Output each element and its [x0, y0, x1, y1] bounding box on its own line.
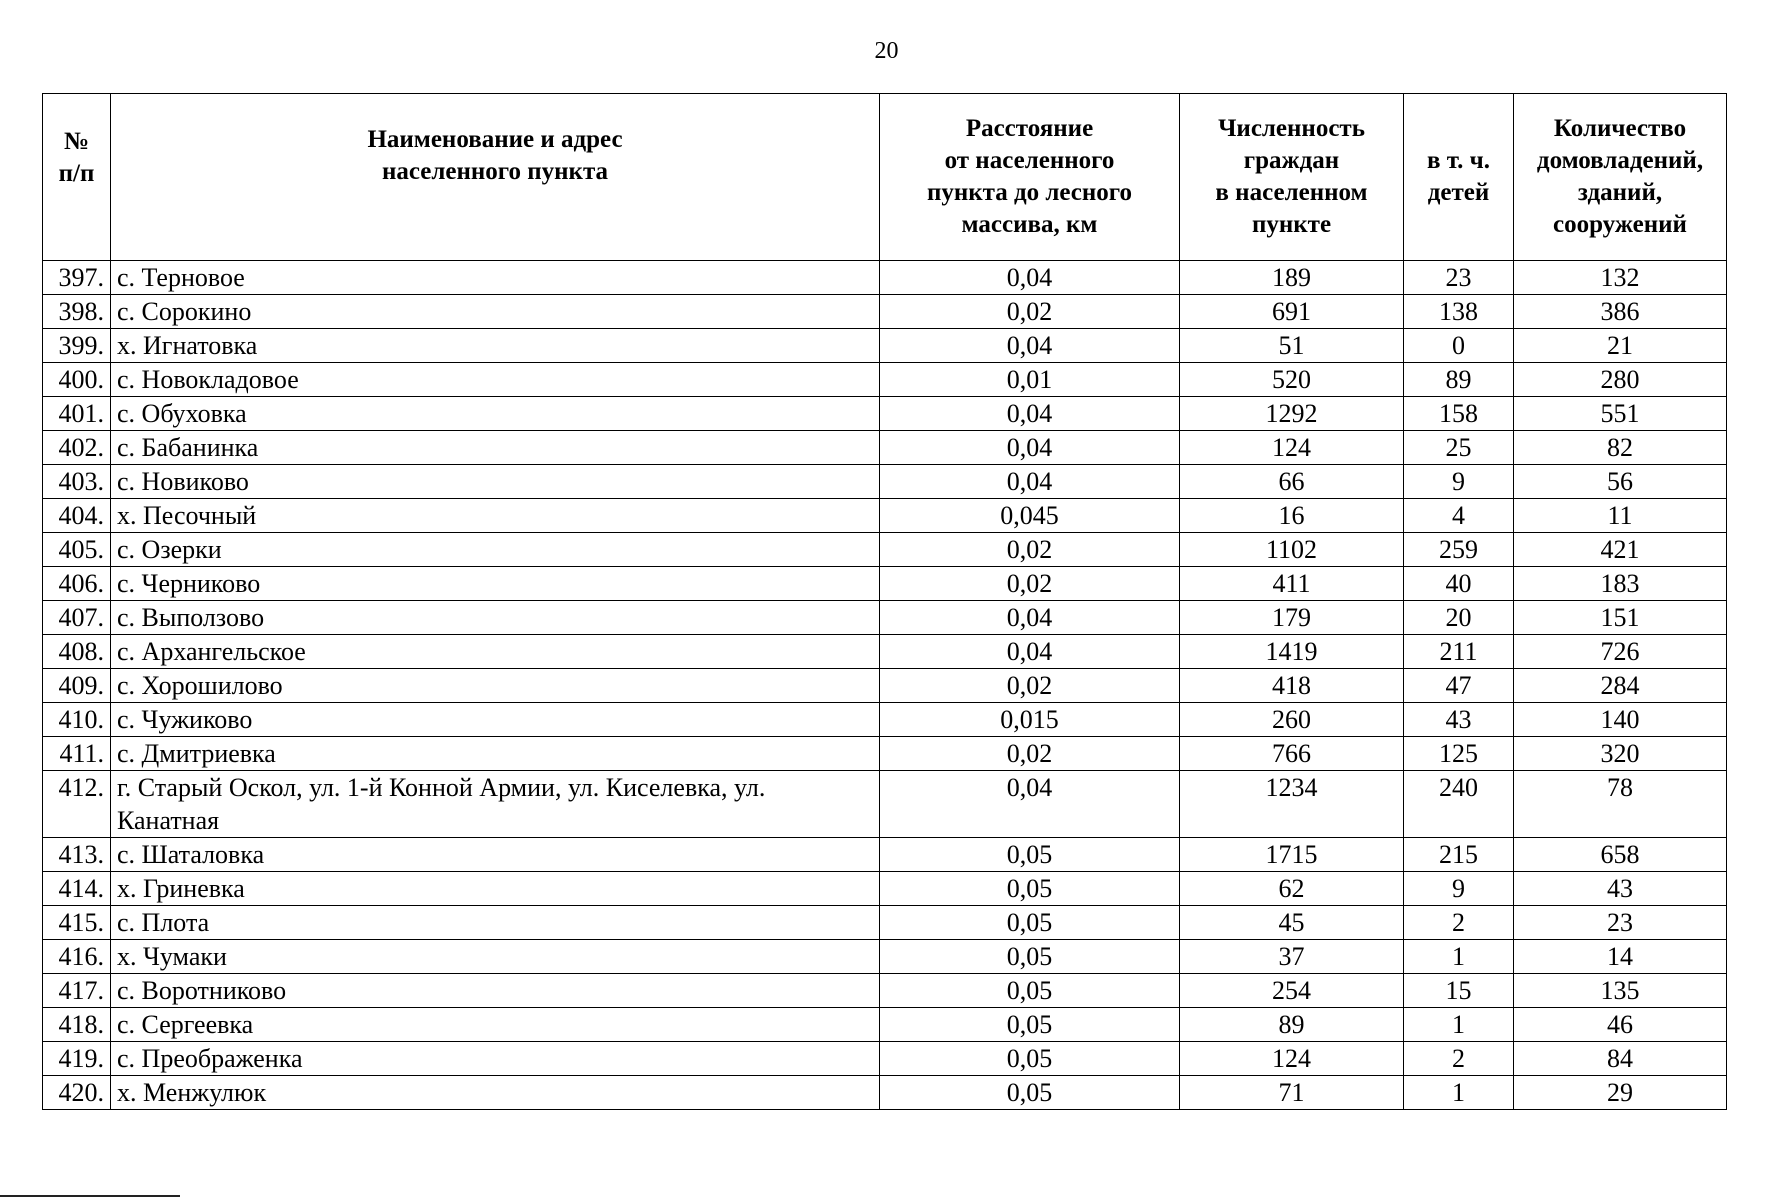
cell-number: 408. — [43, 635, 111, 669]
cell-name: с. Озерки — [111, 533, 880, 567]
cell-name: с. Чужиково — [111, 703, 880, 737]
cell-name: с. Обуховка — [111, 397, 880, 431]
cell-number: 419. — [43, 1042, 111, 1076]
cell-children: 240 — [1404, 771, 1514, 838]
cell-children: 1 — [1404, 1076, 1514, 1110]
cell-distance: 0,02 — [880, 669, 1180, 703]
cell-population: 51 — [1180, 329, 1404, 363]
cell-number: 417. — [43, 974, 111, 1008]
cell-buildings: 726 — [1514, 635, 1727, 669]
cell-number: 401. — [43, 397, 111, 431]
table-row — [43, 838, 1727, 872]
cell-buildings: 551 — [1514, 397, 1727, 431]
cell-name: с. Выползово — [111, 601, 880, 635]
cell-name: с. Сорокино — [111, 295, 880, 329]
cell-name: с. Черниково — [111, 567, 880, 601]
cell-children: 259 — [1404, 533, 1514, 567]
cell-name: с. Дмитриевка — [111, 737, 880, 771]
cell-distance: 0,04 — [880, 431, 1180, 465]
cell-buildings: 386 — [1514, 295, 1727, 329]
cell-population: 1292 — [1180, 397, 1404, 431]
table-row — [43, 771, 1727, 838]
cell-buildings: 23 — [1514, 906, 1727, 940]
cell-name: х. Гриневка — [111, 872, 880, 906]
table-row — [43, 669, 1727, 703]
cell-children: 25 — [1404, 431, 1514, 465]
table-row — [43, 397, 1727, 431]
cell-children: 2 — [1404, 906, 1514, 940]
cell-name: с. Воротниково — [111, 974, 880, 1008]
table-row — [43, 261, 1727, 295]
cell-buildings: 46 — [1514, 1008, 1727, 1042]
table-row — [43, 1008, 1727, 1042]
cell-distance: 0,02 — [880, 737, 1180, 771]
cell-children: 158 — [1404, 397, 1514, 431]
cell-number: 418. — [43, 1008, 111, 1042]
cell-number: 403. — [43, 465, 111, 499]
cell-distance: 0,04 — [880, 261, 1180, 295]
cell-children: 1 — [1404, 1008, 1514, 1042]
page-number: 20 — [874, 38, 899, 64]
cell-children: 1 — [1404, 940, 1514, 974]
cell-children: 125 — [1404, 737, 1514, 771]
cell-distance: 0,04 — [880, 397, 1180, 431]
cell-distance: 0,02 — [880, 533, 1180, 567]
cell-population: 766 — [1180, 737, 1404, 771]
cell-buildings: 151 — [1514, 601, 1727, 635]
cell-population: 124 — [1180, 1042, 1404, 1076]
cell-name: х. Чумаки — [111, 940, 880, 974]
cell-distance: 0,045 — [880, 499, 1180, 533]
cell-name: с. Шаталовка — [111, 838, 880, 872]
cell-buildings: 135 — [1514, 974, 1727, 1008]
cell-number: 397. — [43, 261, 111, 295]
header-distance: Расстояние от населенного пункта до лесного массива, км — [880, 94, 1180, 261]
cell-name: с. Плота — [111, 906, 880, 940]
cell-buildings: 132 — [1514, 261, 1727, 295]
cell-buildings: 56 — [1514, 465, 1727, 499]
cell-number: 411. — [43, 737, 111, 771]
cell-children: 23 — [1404, 261, 1514, 295]
cell-buildings: 320 — [1514, 737, 1727, 771]
table-row — [43, 499, 1727, 533]
cell-number: 404. — [43, 499, 111, 533]
cell-number: 400. — [43, 363, 111, 397]
cell-number: 405. — [43, 533, 111, 567]
cell-distance: 0,04 — [880, 465, 1180, 499]
cell-name: с. Новокладовое — [111, 363, 880, 397]
cell-number: 414. — [43, 872, 111, 906]
cell-distance: 0,04 — [880, 601, 1180, 635]
cell-population: 16 — [1180, 499, 1404, 533]
cell-population: 179 — [1180, 601, 1404, 635]
cell-children: 47 — [1404, 669, 1514, 703]
cell-number: 407. — [43, 601, 111, 635]
table-row — [43, 872, 1727, 906]
cell-distance: 0,05 — [880, 906, 1180, 940]
cell-distance: 0,05 — [880, 974, 1180, 1008]
cell-buildings: 21 — [1514, 329, 1727, 363]
cell-buildings: 280 — [1514, 363, 1727, 397]
cell-population: 45 — [1180, 906, 1404, 940]
cell-name: с. Сергеевка — [111, 1008, 880, 1042]
cell-distance: 0,02 — [880, 567, 1180, 601]
cell-name: с. Бабанинка — [111, 431, 880, 465]
cell-number: 406. — [43, 567, 111, 601]
cell-children: 43 — [1404, 703, 1514, 737]
cell-children: 9 — [1404, 872, 1514, 906]
table-row — [43, 703, 1727, 737]
cell-distance: 0,05 — [880, 1076, 1180, 1110]
cell-distance: 0,015 — [880, 703, 1180, 737]
cell-buildings: 78 — [1514, 771, 1727, 838]
cell-buildings: 29 — [1514, 1076, 1727, 1110]
header-population: Численность граждан в населенном пункте — [1180, 94, 1404, 261]
cell-number: 420. — [43, 1076, 111, 1110]
cell-population: 1102 — [1180, 533, 1404, 567]
cell-population: 520 — [1180, 363, 1404, 397]
cell-name: с. Преображенка — [111, 1042, 880, 1076]
cell-population: 260 — [1180, 703, 1404, 737]
cell-distance: 0,05 — [880, 1042, 1180, 1076]
settlements-table — [42, 93, 1727, 1110]
cell-name: х. Игнатовка — [111, 329, 880, 363]
table-row — [43, 533, 1727, 567]
cell-name: с. Новиково — [111, 465, 880, 499]
cell-population: 89 — [1180, 1008, 1404, 1042]
cell-distance: 0,04 — [880, 329, 1180, 363]
cell-buildings: 284 — [1514, 669, 1727, 703]
cell-buildings: 140 — [1514, 703, 1727, 737]
header-children: в т. ч. детей — [1404, 94, 1514, 261]
cell-population: 411 — [1180, 567, 1404, 601]
cell-buildings: 43 — [1514, 872, 1727, 906]
cell-name: с. Архангельское — [111, 635, 880, 669]
cell-name: с. Хорошилово — [111, 669, 880, 703]
cell-buildings: 14 — [1514, 940, 1727, 974]
cell-population: 1715 — [1180, 838, 1404, 872]
table-row — [43, 601, 1727, 635]
cell-population: 691 — [1180, 295, 1404, 329]
cell-children: 20 — [1404, 601, 1514, 635]
header-buildings: Количество домовладений, зданий, сооружений — [1514, 94, 1727, 261]
table-row — [43, 906, 1727, 940]
header-name: Наименование и адрес населенного пункта — [111, 94, 880, 261]
cell-children: 4 — [1404, 499, 1514, 533]
table-row — [43, 737, 1727, 771]
cell-population: 254 — [1180, 974, 1404, 1008]
table-row — [43, 1042, 1727, 1076]
cell-number: 415. — [43, 906, 111, 940]
table-row — [43, 329, 1727, 363]
cell-buildings: 84 — [1514, 1042, 1727, 1076]
cell-number: 398. — [43, 295, 111, 329]
cell-name: х. Песочный — [111, 499, 880, 533]
cell-buildings: 658 — [1514, 838, 1727, 872]
cell-name: х. Менжулюк — [111, 1076, 880, 1110]
cell-population: 418 — [1180, 669, 1404, 703]
cell-number: 416. — [43, 940, 111, 974]
cell-name: г. Старый Оскол, ул. 1-й Конной Армии, ул. Киселевка, ул. Канатная — [111, 771, 880, 838]
cell-number: 410. — [43, 703, 111, 737]
table-row — [43, 465, 1727, 499]
cell-buildings: 421 — [1514, 533, 1727, 567]
cell-number: 402. — [43, 431, 111, 465]
table-row — [43, 431, 1727, 465]
cell-population: 71 — [1180, 1076, 1404, 1110]
cell-distance: 0,04 — [880, 771, 1180, 838]
cell-buildings: 183 — [1514, 567, 1727, 601]
table-body — [43, 261, 1727, 1110]
cell-distance: 0,02 — [880, 295, 1180, 329]
table-row — [43, 1076, 1727, 1110]
cell-number: 412. — [43, 771, 111, 838]
table-header-row — [43, 94, 1727, 261]
cell-population: 1419 — [1180, 635, 1404, 669]
cell-distance: 0,05 — [880, 1008, 1180, 1042]
cell-population: 124 — [1180, 431, 1404, 465]
cell-name: с. Терновое — [111, 261, 880, 295]
cell-distance: 0,05 — [880, 940, 1180, 974]
cell-number: 409. — [43, 669, 111, 703]
header-number: № п/п — [43, 94, 111, 261]
table-row — [43, 295, 1727, 329]
cell-number: 413. — [43, 838, 111, 872]
cell-distance: 0,04 — [880, 635, 1180, 669]
cell-population: 66 — [1180, 465, 1404, 499]
cell-children: 9 — [1404, 465, 1514, 499]
cell-buildings: 11 — [1514, 499, 1727, 533]
cell-distance: 0,05 — [880, 838, 1180, 872]
cell-children: 215 — [1404, 838, 1514, 872]
table-row — [43, 974, 1727, 1008]
table-row — [43, 567, 1727, 601]
cell-population: 1234 — [1180, 771, 1404, 838]
margin-line — [0, 1195, 180, 1197]
cell-children: 0 — [1404, 329, 1514, 363]
cell-children: 138 — [1404, 295, 1514, 329]
cell-number: 399. — [43, 329, 111, 363]
table-row — [43, 363, 1727, 397]
cell-population: 37 — [1180, 940, 1404, 974]
cell-children: 89 — [1404, 363, 1514, 397]
table-row — [43, 635, 1727, 669]
cell-buildings: 82 — [1514, 431, 1727, 465]
cell-distance: 0,01 — [880, 363, 1180, 397]
cell-distance: 0,05 — [880, 872, 1180, 906]
cell-children: 15 — [1404, 974, 1514, 1008]
table-row — [43, 940, 1727, 974]
cell-population: 189 — [1180, 261, 1404, 295]
cell-children: 211 — [1404, 635, 1514, 669]
cell-children: 40 — [1404, 567, 1514, 601]
cell-population: 62 — [1180, 872, 1404, 906]
cell-children: 2 — [1404, 1042, 1514, 1076]
